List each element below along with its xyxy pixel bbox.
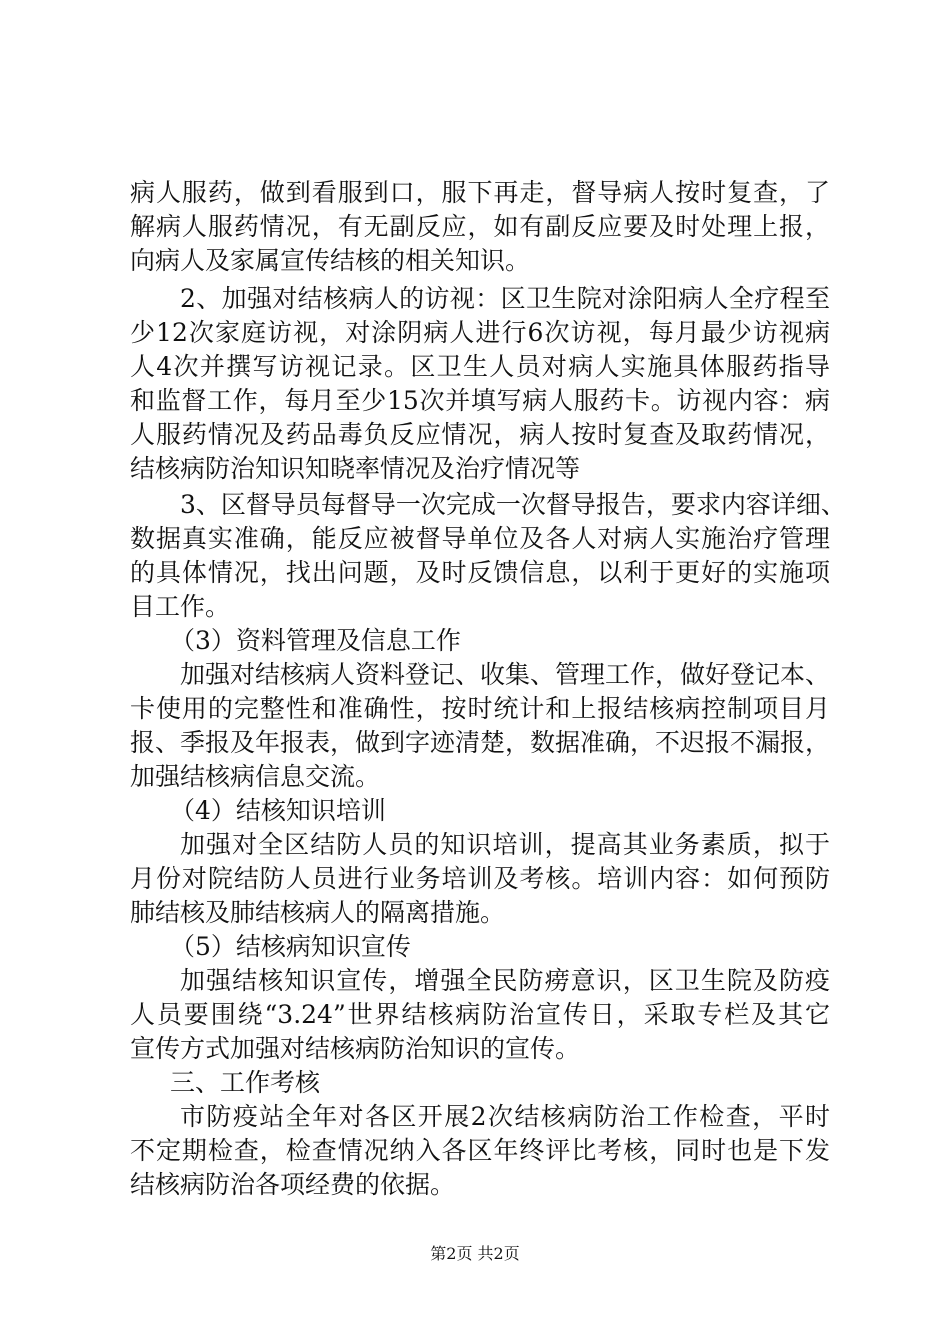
paragraph-line: 加强对结核病人资料登记、收集、管理工作，做好登记本、 <box>180 660 831 689</box>
paragraph-line: 3、区督导员每督导一次完成一次督导报告，要求内容详细、 <box>180 490 846 519</box>
section-heading: （5）结核病知识宣传 <box>170 932 411 961</box>
paragraph-line: 向病人及家属宣传结核的相关知识。 <box>130 246 531 275</box>
paragraph-line: 报、季报及年报表，做到字迹清楚，数据准确，不迟报不漏报， <box>130 728 831 757</box>
paragraph-line: 数据真实准确，能反应被督导单位及各人对病人实施治疗管理 <box>130 524 830 553</box>
paragraph-line: 卡使用的完整性和准确性，按时统计和上报结核病控制项目月 <box>130 694 830 723</box>
paragraph-line: 加强结核知识宣传，增强全民防痨意识，区卫生院及防疫 <box>180 966 830 995</box>
paragraph-line: 解病人服药情况，有无副反应，如有副反应要及时处理上报， <box>130 212 830 241</box>
paragraph-line: 人员要围绕“3.24”世界结核病防治宣传日，采取专栏及其它 <box>130 1000 830 1029</box>
paragraph-line: 肺结核及肺结核病人的隔离措施。 <box>130 898 506 927</box>
paragraph-line: 2、加强对结核病人的访视：区卫生院对涂阳病人全疗程至 <box>180 284 830 313</box>
paragraph-line: 月份对院结防人员进行业务培训及考核。培训内容：如何预防 <box>130 864 830 893</box>
paragraph-line: 少12次家庭访视，对涂阴病人进行6次访视，每月最少访视病 <box>130 318 830 347</box>
section-heading: 三、工作考核 <box>170 1068 321 1097</box>
paragraph-line: 不定期检查，检查情况纳入各区年终评比考核，同时也是下发 <box>130 1136 830 1165</box>
section-heading: （4）结核知识培训 <box>170 796 386 825</box>
paragraph-line: 结核病防治知识知晓率情况及治疗情况等 <box>130 454 581 483</box>
paragraph-line: 人4次并撰写访视记录。区卫生人员对病人实施具体服药指导 <box>130 352 830 381</box>
paragraph-line: 加强结核病信息交流。 <box>130 762 381 791</box>
paragraph-line: 宣传方式加强对结核病防治知识的宣传。 <box>130 1034 581 1063</box>
paragraph-line: 市防疫站全年对各区开展2次结核病防治工作检查，平时 <box>180 1102 830 1131</box>
paragraph-line: 结核病防治各项经费的依据。 <box>130 1170 456 1199</box>
paragraph-line: 人服药情况及药品毒负反应情况，病人按时复查及取药情况， <box>130 420 830 449</box>
paragraph-line: 加强对全区结防人员的知识培训，提高其业务素质，拟于 <box>180 830 830 859</box>
page-footer: 第2页 共2页 <box>430 1244 520 1263</box>
paragraph-line: 和监督工作，每月至少15次并填写病人服药卡。访视内容：病 <box>130 386 830 415</box>
paragraph-line: 目工作。 <box>130 592 231 621</box>
paragraph-line: 病人服药，做到看服到口，服下再走，督导病人按时复查，了 <box>130 178 830 207</box>
section-heading: （3）资料管理及信息工作 <box>170 626 461 655</box>
paragraph-line: 的具体情况，找出问题，及时反馈信息，以利于更好的实施项 <box>130 558 830 587</box>
